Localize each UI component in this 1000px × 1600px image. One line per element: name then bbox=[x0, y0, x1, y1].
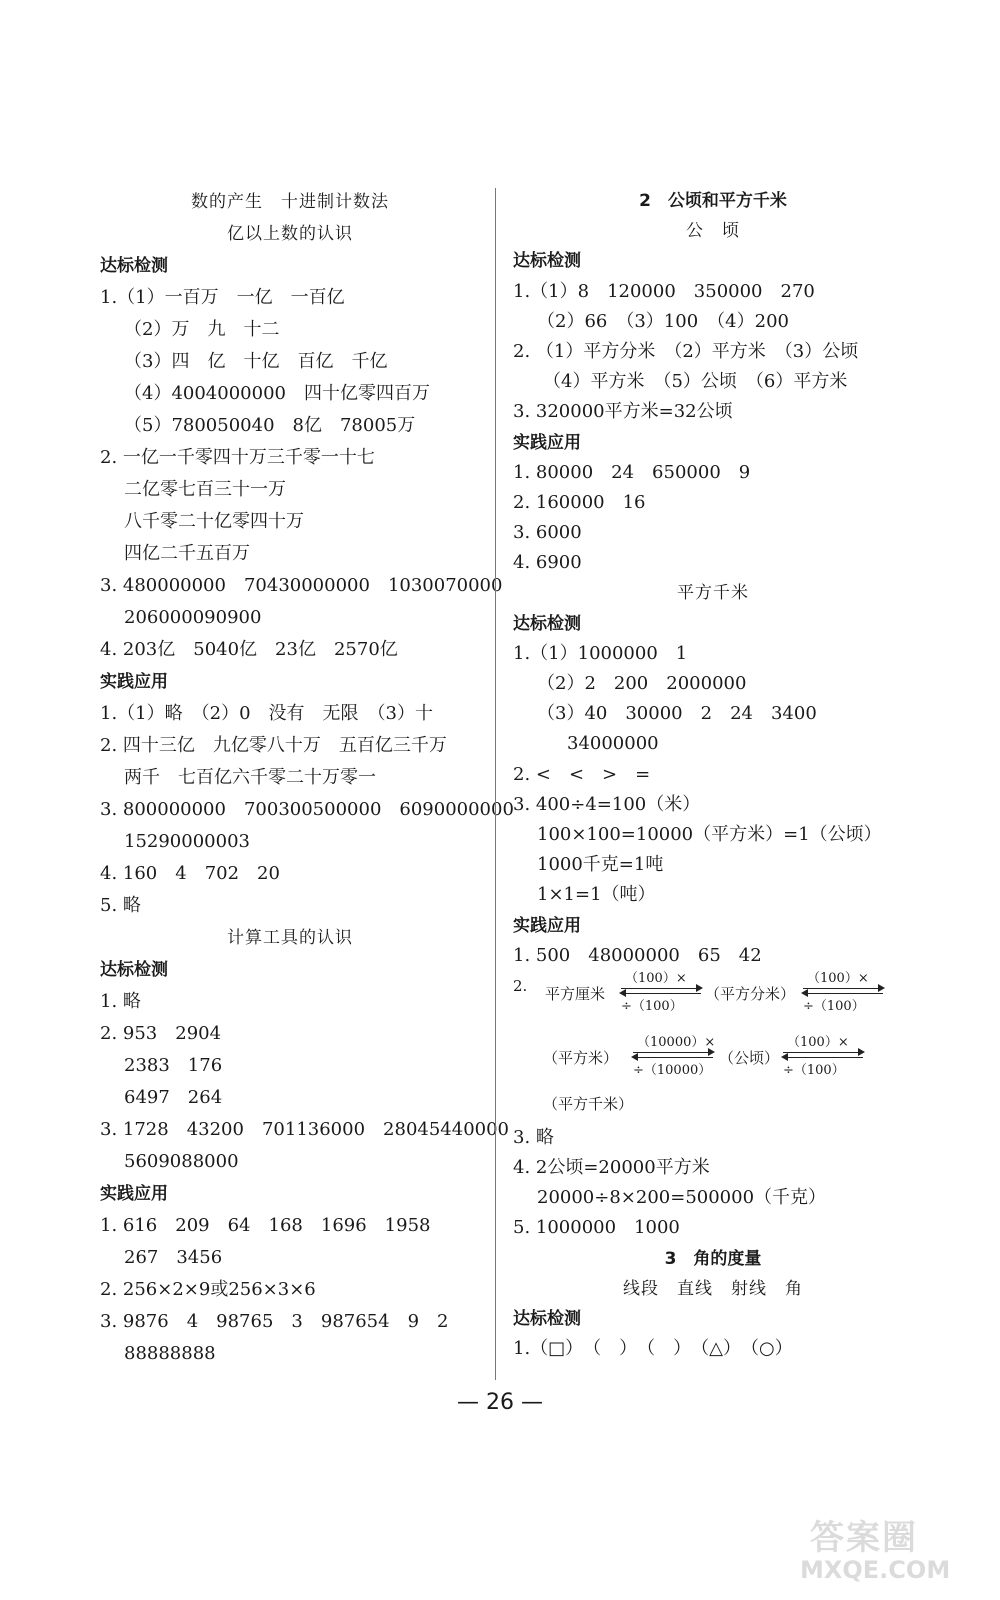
answer-line: 1.（□） （ ） （ ） （△） （○） bbox=[513, 1338, 793, 1360]
lesson-title: 线段 直线 射线 角 bbox=[623, 1278, 803, 1299]
answer-line: 4. 2公顷=20000平方米 bbox=[513, 1157, 710, 1179]
section-heading: 2 公顷和平方千米 bbox=[639, 191, 787, 211]
lesson-title: 计算工具的认识 bbox=[227, 928, 353, 948]
answer-line: 6497 264 bbox=[124, 1087, 223, 1108]
answer-line: 88888888 bbox=[124, 1343, 216, 1364]
answer-line: 3. 略 bbox=[513, 1126, 554, 1148]
divide-label: ÷（100） bbox=[803, 998, 865, 1014]
answer-line: 15290000003 bbox=[124, 831, 250, 852]
answer-line: 34000000 bbox=[567, 733, 659, 755]
column-divider bbox=[495, 188, 496, 1380]
multiply-label: （100）× bbox=[787, 1034, 849, 1050]
right-arrow-icon bbox=[621, 988, 701, 989]
multiply-label: （100）× bbox=[625, 970, 687, 986]
unit-label: （平方千米） bbox=[543, 1094, 634, 1113]
lesson-title: 公 顷 bbox=[686, 221, 740, 242]
answer-line: 1. 略 bbox=[100, 991, 141, 1012]
answer-line: 1000千克=1吨 bbox=[537, 854, 664, 876]
answer-line: 1×1=1（吨） bbox=[537, 884, 656, 906]
answer-line: 2. < < > = bbox=[513, 763, 651, 785]
section-heading: 实践应用 bbox=[100, 1184, 168, 1204]
divide-label: ÷（10000） bbox=[633, 1062, 712, 1078]
answer-line: 3. 9876 4 98765 3 987654 9 2 bbox=[100, 1311, 449, 1332]
answer-line: 20000÷8×200=500000（千克） bbox=[537, 1187, 827, 1209]
lesson-title: 亿以上数的认识 bbox=[227, 224, 353, 244]
answer-line: 4. 6900 bbox=[513, 552, 582, 574]
answer-line: 1. 500 48000000 65 42 bbox=[513, 944, 762, 966]
unit-label: （公顷） bbox=[719, 1048, 780, 1067]
answer-line: 5609088000 bbox=[124, 1151, 239, 1172]
watermark-url: MXQE.COM bbox=[800, 1556, 951, 1584]
answer-line: 4. 203亿 5040亿 23亿 2570亿 bbox=[100, 639, 398, 660]
unit-conversion-diagram bbox=[513, 971, 913, 1123]
right-arrow-icon bbox=[783, 1052, 863, 1053]
answer-line: 1.（1）1000000 1 bbox=[513, 642, 688, 664]
answer-line: 1. 80000 24 650000 9 bbox=[513, 461, 751, 483]
answer-line: 3. 400÷4=100（米） bbox=[513, 793, 701, 815]
answer-line: （3）四 亿 十亿 百亿 千亿 bbox=[124, 351, 388, 372]
answer-line: 2. 四十三亿 九亿零八十万 五百亿三千万 bbox=[100, 735, 447, 756]
answer-line: 1.（1）略 （2）0 没有 无限 （3）十 bbox=[100, 703, 433, 724]
answer-line: 两千 七百亿六千零二十万零一 bbox=[124, 767, 376, 788]
divide-label: ÷（100） bbox=[621, 998, 683, 1014]
answer-line: 1. 616 209 64 168 1696 1958 bbox=[100, 1215, 431, 1236]
lesson-title: 数的产生 十进制计数法 bbox=[191, 192, 389, 212]
answer-line: 4. 160 4 702 20 bbox=[100, 863, 280, 884]
right-arrow-icon bbox=[803, 988, 883, 989]
answer-line: （4）平方米 （5）公顷 （6）平方米 bbox=[543, 371, 848, 393]
conversion-number: 2. bbox=[513, 976, 528, 995]
left-arrow-icon bbox=[803, 993, 883, 994]
right-arrow-icon bbox=[633, 1052, 713, 1053]
unit-label: （平方分米） bbox=[705, 984, 796, 1003]
divide-label: ÷（100） bbox=[783, 1062, 845, 1078]
section-heading: 实践应用 bbox=[100, 672, 168, 692]
right-section-a bbox=[513, 186, 913, 971]
watermark-text: 答案圈 bbox=[810, 1518, 918, 1558]
answer-line: 3. 1728 43200 701136000 28045440000 bbox=[100, 1119, 510, 1140]
answer-line: （2）66 （3）100 （4）200 bbox=[537, 310, 789, 332]
multiply-label: （100）× bbox=[807, 970, 869, 986]
answer-line: 2383 176 bbox=[124, 1055, 223, 1076]
answer-line: 3. 800000000 700300500000 6090000000 bbox=[100, 799, 514, 820]
watermark-logo bbox=[800, 1510, 990, 1590]
answer-line: 2. 256×2×9或256×3×6 bbox=[100, 1279, 316, 1300]
section-heading: 达标检测 bbox=[513, 1309, 581, 1329]
answer-line: （3）40 30000 2 24 3400 bbox=[537, 703, 817, 725]
answer-line: 5. 略 bbox=[100, 895, 141, 916]
answer-line: 5. 1000000 1000 bbox=[513, 1217, 680, 1239]
answer-line: 1.（1）8 120000 350000 270 bbox=[513, 280, 815, 302]
answer-line: 3. 480000000 70430000000 1030070000 bbox=[100, 575, 503, 596]
answer-line: 267 3456 bbox=[124, 1247, 223, 1268]
multiply-label: （10000）× bbox=[637, 1034, 716, 1050]
unit-label: （平方米） bbox=[543, 1048, 619, 1067]
answer-line: 2. 953 2904 bbox=[100, 1023, 222, 1044]
answer-line: （2）2 200 2000000 bbox=[537, 673, 747, 694]
section-heading: 达标检测 bbox=[513, 251, 581, 272]
answer-line: 八千零二十亿零四十万 bbox=[124, 511, 304, 532]
section-heading: 达标检测 bbox=[100, 256, 168, 276]
section-heading: 达标检测 bbox=[100, 960, 168, 980]
lesson-title: 平方千米 bbox=[677, 583, 749, 604]
right-column bbox=[513, 186, 913, 1364]
section-heading: 实践应用 bbox=[513, 432, 581, 453]
answer-line: 2. 160000 16 bbox=[513, 491, 646, 513]
left-arrow-icon bbox=[783, 1057, 863, 1058]
answer-line: （2）万 九 十二 bbox=[124, 319, 280, 340]
answer-line: （5）780050040 8亿 78005万 bbox=[124, 415, 416, 436]
answer-line: 2. 一亿一千零四十万三千零一十七 bbox=[100, 447, 375, 468]
answer-line: 二亿零七百三十一万 bbox=[124, 479, 286, 500]
left-arrow-icon bbox=[621, 993, 701, 994]
unit-label: 平方厘米 bbox=[545, 984, 606, 1003]
answer-line: 1.（1）一百万 一亿 一百亿 bbox=[100, 287, 345, 308]
answer-line: 100×100=10000（平方米）=1（公顷） bbox=[537, 823, 882, 845]
answer-line: 3. 6000 bbox=[513, 522, 582, 544]
answer-line: 2. （1）平方分米 （2）平方米 （3）公顷 bbox=[513, 340, 859, 362]
section-heading: 实践应用 bbox=[513, 915, 581, 936]
left-arrow-icon bbox=[633, 1057, 713, 1058]
answer-line: 四亿二千五百万 bbox=[124, 543, 250, 564]
section-heading: 3 角的度量 bbox=[664, 1248, 762, 1269]
page-number: — 26 — bbox=[457, 1390, 543, 1415]
answer-line: 3. 320000平方米=32公顷 bbox=[513, 401, 733, 423]
left-column bbox=[100, 186, 514, 1370]
right-section-b bbox=[513, 1123, 913, 1365]
answer-line: 206000090900 bbox=[124, 607, 262, 628]
section-heading: 达标检测 bbox=[513, 613, 581, 634]
answer-line: （4）4004000000 四十亿零四百万 bbox=[124, 383, 430, 404]
